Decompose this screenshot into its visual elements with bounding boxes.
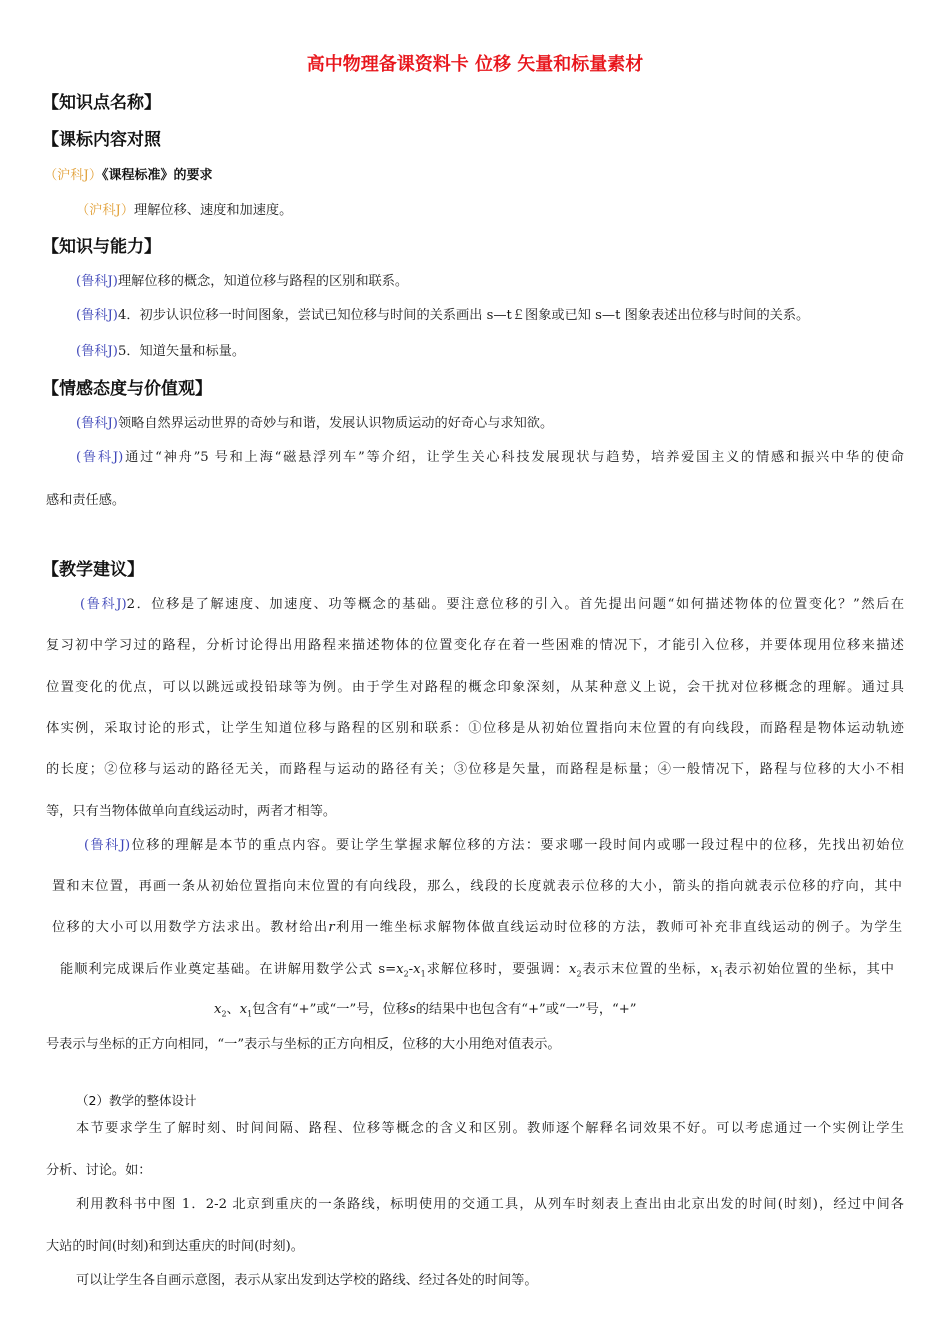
source-tag: （沪科J） bbox=[44, 168, 103, 183]
teaching-p1-line: 的长度；②位移与运动的路径无关，而路程与运动的路径有关；③位移是矢量，而路程是标量；④一般情况下，路程与位移的大小不相 bbox=[46, 762, 904, 777]
design-line: 利用教科书中图 1．2-2 北京到重庆的一条路线，标明使用的交通工具，从列车时刻表上查出由北京出发的时间(时刻)，经过中间各 bbox=[76, 1197, 904, 1212]
source-tag: (鲁科J) bbox=[84, 838, 131, 853]
source-tag: （沪科J） bbox=[76, 203, 135, 218]
heading-knowledge-name: 【知识点名称】 bbox=[42, 93, 161, 113]
attitude-line-1: (鲁科J)领略自然界运动世界的奇妙与和谐，发展认识物质运动的好奇心与求知欲。 bbox=[76, 416, 554, 431]
ability-line-2: (鲁科J)4．初步认识位移一时间图象，尝试已知位移与时间的关系画出 s—t￡图象或已知 s—t 图象表述出位移与时间的关系。 bbox=[76, 308, 810, 323]
design-line: 大站的时间(时刻)和到达重庆的时间(时刻)。 bbox=[46, 1239, 304, 1254]
teaching-p1-line: 体实例，采取讨论的形式，让学生知道位移与路程的区别和联系：①位移是从初始位置指向末位置的有向线段，而路程是物体运动轨迹 bbox=[46, 721, 904, 736]
teaching-p2-line: 置和末位置，再画一条从初始位置指向末位置的有向线段，那么，线段的长度就表示位移的大小，箭头的指向就表示位移的疗向，其中 bbox=[52, 879, 902, 894]
teaching-p2-line: 号表示与坐标的正方向相同，“一”表示与坐标的正方向相反，位移的大小用绝对值表示。 bbox=[46, 1037, 561, 1052]
requirement-label: 《课程标准》的要求 bbox=[102, 168, 213, 183]
teaching-p1-line: 等，只有当物体做单向直线运动时，两者才相等。 bbox=[46, 804, 337, 819]
design-line: 可以让学生各自画示意图，表示从家出发到达学校的路线、经过各处的时间等。 bbox=[76, 1273, 538, 1288]
teaching-p1-line: 位置变化的优点，可以以跳远或投铅球等为例。由于学生对路程的概念印象深刻，从某种意义上说，会干扰对位移概念的理解。通过具 bbox=[46, 680, 904, 695]
symbol-x1: x bbox=[413, 962, 421, 977]
design-line: 分析、讨论。如： bbox=[46, 1163, 152, 1178]
attitude-line-2: (鲁科J)通过“神舟”5 号和上海“磁悬浮列车”等介绍，让学生关心科技发展现状与趋势，培养爱国主义的情感和振兴中华的使命 bbox=[76, 450, 904, 465]
heading-teaching: 【教学建议】 bbox=[42, 560, 144, 580]
source-tag: (鲁科J) bbox=[76, 450, 124, 465]
symbol-r: r bbox=[328, 920, 335, 935]
symbol-x2: x bbox=[396, 962, 404, 977]
design-heading: （2）教学的整体设计 bbox=[76, 1093, 197, 1108]
teaching-p2-line: 位移的大小可以用数学方法求出。教材给出r利用一维坐标求解物体做直线运动时位移的方法，教师可补充非直线运动的例子。为学生 bbox=[52, 920, 903, 935]
heading-curriculum: 【课标内容对照 bbox=[42, 130, 161, 150]
attitude-line-3: 感和责任感。 bbox=[46, 493, 126, 508]
source-tag: (鲁科J) bbox=[76, 308, 118, 323]
ability-line-1: (鲁科J)理解位移的概念，知道位移与路程的区别和联系。 bbox=[76, 274, 409, 289]
source-tag: (鲁科J) bbox=[76, 344, 118, 359]
ability-line-3: (鲁科J)5．知道矢量和标量。 bbox=[76, 344, 246, 359]
teaching-p2-line: 能顺利完成课后作业奠定基础。在讲解用数学公式 $s=x_2-x_1$求解位移时，要强调：$x_2$表示末位置的坐标，$x_1$表示初始位置的坐标，其中 bbox=[60, 962, 894, 979]
teaching-p1-line: 复习初中学习过的路程，分析讨论得出用路程来描述物体的位置变化存在着一些困难的情况下，才能引入位移，并要体现用位移来描述 bbox=[46, 638, 904, 653]
curriculum-line bbox=[76, 199, 292, 218]
symbol-s: s bbox=[408, 1002, 416, 1017]
design-line: 本节要求学生了解时刻、时间间隔、路程、位移等概念的含义和区别。教师逐个解释名词效果不好。可以考虑通过一个实例让学生 bbox=[76, 1121, 904, 1136]
teaching-p1-line: (鲁科J)2．位移是了解速度、加速度、功等概念的基础。要注意位移的引入。首先提出问题“如何描述物体的位置变化？”然后在 bbox=[80, 597, 905, 612]
source-tag: (鲁科J) bbox=[76, 416, 118, 431]
source-tag: (鲁科J) bbox=[80, 597, 127, 612]
curriculum-requirement bbox=[44, 164, 213, 183]
source-tag: (鲁科J) bbox=[76, 274, 118, 289]
teaching-p2-line: (鲁科J)位移的理解是本节的重点内容。要让学生掌握求解位移的方法：要求哪一段时间内或哪一段过程中的位移，先找出初始位 bbox=[84, 838, 905, 853]
heading-knowledge-ability: 【知识与能力】 bbox=[42, 237, 161, 257]
heading-attitude: 【情感态度与价值观】 bbox=[42, 379, 212, 399]
curriculum-text: 理解位移、速度和加速度。 bbox=[134, 203, 293, 218]
teaching-p2-line: $x_2$、$x_1$包含有“+”或“一”号，位移s的结果中也包含有“+”或“一”号，“+” bbox=[214, 1002, 637, 1019]
document-title: 高中物理备课资料卡 位移 矢量和标量素材 bbox=[306, 54, 644, 75]
